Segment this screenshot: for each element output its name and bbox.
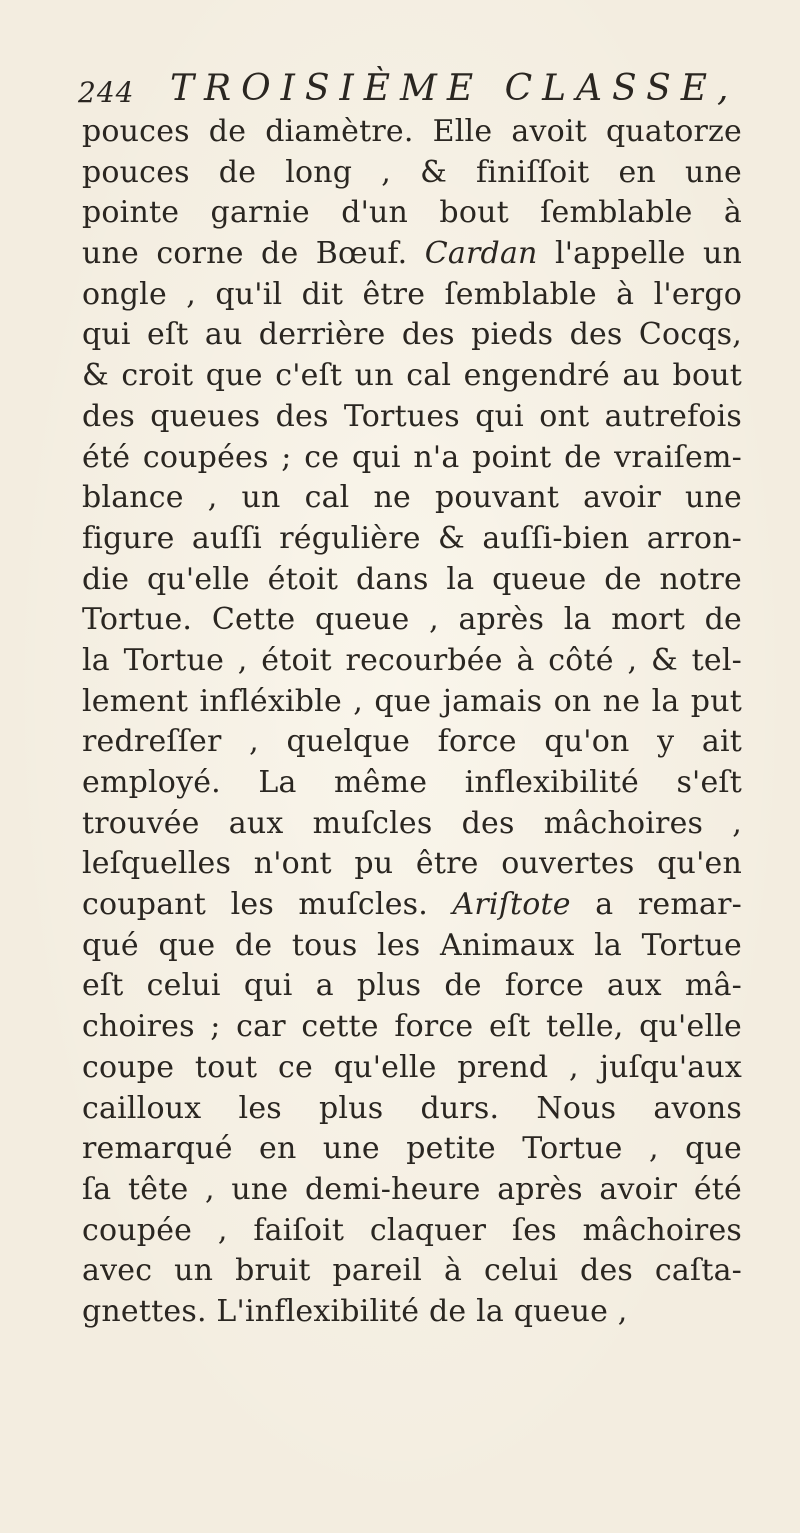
text-segment: ſa tête , une demi-heure après avoir été [82, 1171, 742, 1207]
text-segment: la Tortue , étoit recourbée à côté , & tel- [82, 642, 742, 678]
text-segment: blance , un cal ne pouvant avoir une [82, 480, 742, 516]
text-line [82, 1251, 742, 1292]
text-segment: cailloux les plus durs. Nous avons [82, 1090, 742, 1126]
text-line [82, 966, 742, 1007]
page-number: 244 [78, 76, 135, 109]
text-line [82, 1048, 742, 1089]
text-segment: employé. La même inflexibilité s'eſt [82, 765, 742, 800]
text-segment: pouces de diamètre. Elle avoit quatorze [82, 114, 742, 149]
text-line [82, 1129, 742, 1170]
text-line [82, 885, 742, 926]
text-segment: qui eſt au derrière des pieds des Cocqs, [82, 317, 742, 353]
text-line [82, 926, 742, 967]
running-head-title: TROISIÈME CLASSE, [170, 68, 739, 109]
text-segment: été coupées ; ce qui n'a point de vraiſem- [82, 439, 742, 475]
text-line [82, 1089, 742, 1130]
text-line [82, 478, 742, 519]
italic-name: Ariſtote [452, 887, 571, 923]
text-segment: eſt celui qui a plus de force aux mâ- [82, 968, 742, 1004]
text-segment: lement infléxible , que jamais on ne la put [82, 683, 742, 719]
text-segment: avec un bruit pareil à celui des caſta- [82, 1253, 742, 1289]
text-segment: coupée , faiſoit claquer ſes mâchoires [82, 1212, 742, 1248]
text-segment: trouvée aux muſcles des mâchoires , [82, 805, 742, 841]
text-segment: remarqué en une petite Tortue , que [82, 1131, 742, 1167]
text-segment: ongle , qu'il dit être ſemblable à l'ergo [82, 276, 742, 312]
text-segment: a remar- [570, 887, 742, 923]
text-line [82, 315, 742, 356]
text-line [82, 763, 742, 804]
text-segment: gnettes. L'inflexibilité de la queue , [82, 1293, 628, 1329]
text-segment: l'appelle un [537, 236, 742, 272]
text-segment: Tortue. Cette queue , après la mort de [82, 602, 742, 638]
text-line [82, 804, 742, 845]
text-segment: qué que de tous les Animaux la Tortue [82, 927, 742, 963]
text-line [82, 438, 742, 479]
text-line [82, 1292, 742, 1333]
text-line [82, 112, 742, 153]
running-head [78, 66, 758, 116]
body-text [82, 112, 742, 1333]
text-segment: figure auſſi régulière & auſſi-bien arron- [82, 520, 742, 556]
text-line [82, 153, 742, 194]
text-line [82, 560, 742, 601]
text-segment: leſquelles n'ont pu être ouvertes qu'en [82, 846, 742, 882]
text-line [82, 234, 742, 275]
text-line [82, 641, 742, 682]
text-line [82, 682, 742, 723]
text-line [82, 722, 742, 763]
text-segment: redreſſer , quelque force qu'on y ait [82, 724, 742, 760]
text-line [82, 600, 742, 641]
text-line [82, 356, 742, 397]
text-segment: coupant les muſcles. [82, 887, 453, 923]
text-segment: coupe tout ce qu'elle prend , juſqu'aux [82, 1049, 742, 1085]
text-segment: choires ; car cette force eſt telle, qu'elle [82, 1009, 742, 1045]
text-line [82, 1211, 742, 1252]
italic-name: Cardan [424, 236, 538, 272]
text-segment: & croit que c'eſt un cal engendré au bout [82, 358, 742, 394]
text-segment: pouces de long , & finiſſoit en une [82, 154, 742, 190]
text-segment: une corne de Bœuf. [82, 236, 425, 272]
text-line [82, 844, 742, 885]
text-line [82, 1170, 742, 1211]
text-line [82, 519, 742, 560]
text-segment: die qu'elle étoit dans la queue de notre [82, 561, 742, 597]
text-line [82, 275, 742, 316]
text-line [82, 1007, 742, 1048]
text-segment: pointe garnie d'un bout ſemblable à [82, 195, 742, 231]
text-line [82, 193, 742, 234]
text-segment: des queues des Tortues qui ont autrefois [82, 398, 742, 434]
text-line [82, 397, 742, 438]
